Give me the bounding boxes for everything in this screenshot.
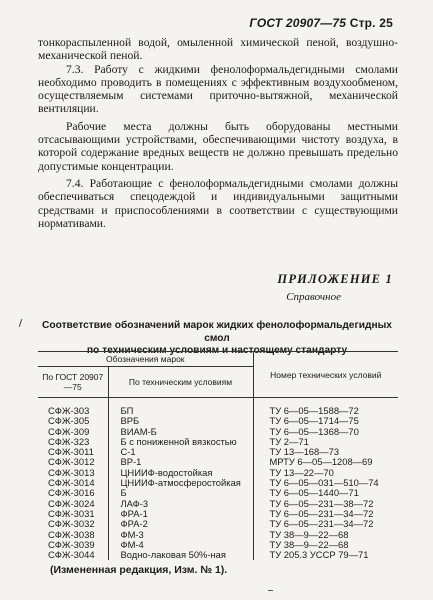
header-tu-number: Номер технических условий [253, 352, 398, 398]
paragraph-7-4: 7.4. Работающие с фенолоформальдегидными смолами должны обеспечиваться спецодеждой и индивидуальными защитными средствами и приспособлениями в соответствии с существующими нормативами. [38, 176, 398, 230]
header-gost: По ГОСТ 20907—75 [38, 367, 108, 398]
gost-grade: СФЖ-3031 [38, 509, 108, 519]
header-group: Обозначения марок [38, 352, 253, 367]
header-tu: По техническим условиям [108, 367, 253, 398]
gost-grade: СФЖ-3016 [38, 488, 108, 498]
paragraph-workplaces: Рабочие места должны быть оборудованы местными отсасывающими устройствами, обеспечивающими чистоту воздуха, в которой содержание вредных веществ не должно превышать предельно допустимые концентрации. [38, 119, 398, 173]
tu-number: ТУ 6—05—1714—75 [269, 415, 359, 427]
page-header [249, 16, 393, 30]
tu-number: ТУ 38—9—22—68 [269, 528, 349, 540]
tu-grade: ФМ-4 [108, 540, 253, 550]
table-row [38, 398, 398, 417]
gost-grade: СФЖ-3024 [38, 499, 108, 509]
standard-number: ГОСТ 20907—75 [249, 16, 347, 30]
tu-number: ТУ 6—05—231—38—72 [269, 497, 374, 509]
page-number: Стр. 25 [349, 16, 393, 30]
tu-number: ТУ 6—05—1440—71 [269, 487, 359, 499]
tu-grade: ЦНИИФ-водостойкая [108, 468, 253, 478]
tu-number: ТУ 13—168—73 [269, 446, 340, 458]
gost-grade: СФЖ-3038 [38, 530, 108, 540]
tu-grade: ФРА-1 [108, 509, 253, 519]
table-caption-line-1: Соответствие обозначений марок жидких фенолоформальдегидных смол [42, 320, 392, 344]
tu-grade: ВИАМ-Б [108, 427, 253, 437]
gost-grade: СФЖ-323 [38, 437, 108, 447]
gost-grade: СФЖ-309 [38, 427, 108, 437]
tu-grade: Б с пониженной вязкостью [108, 437, 253, 447]
tu-grade: Б [108, 488, 253, 498]
gost-grade: СФЖ-303 [38, 398, 108, 417]
tu-number: ТУ 6—05—1588—72 [269, 405, 359, 416]
tu-grade: ВРБ [108, 416, 253, 426]
gost-grade: СФЖ-3011 [38, 447, 108, 457]
tu-grade: ФРА-2 [108, 519, 253, 529]
tu-number: ТУ 6—05—231—34—72 [269, 507, 374, 519]
tu-grade: ВР-1 [108, 457, 253, 467]
tu-grade: ЦНИИФ-атмосферостойкая [108, 478, 253, 488]
table-caption-line-2: по техническим условиям и настоящему стандарту [86, 345, 348, 356]
gost-grade: СФЖ-305 [38, 416, 108, 426]
gost-grade: СФЖ-3014 [38, 478, 108, 488]
paragraph-continuation: тонкораспыленной водой, омыленной химической пеной, воздушно-механической пеной. [38, 36, 398, 63]
tu-number: ТУ 205.3 УССР 79—71 [269, 549, 369, 561]
gost-grade: СФЖ-3044 [38, 550, 108, 560]
tu-number: ТУ 6—05—031—510—74 [269, 477, 379, 489]
tu-grade: Водно-лаковая 50%-ная [108, 550, 253, 560]
paragraph-7-3: 7.3. Работу с жидкими фенолоформальдегидными смолами необходимо проводить в помещениях с эффективным воздухообменом, осуществляемым системами приточно-вытяжной, механической вентиляции. [38, 62, 398, 116]
tu-number: ТУ 6—05—1368—70 [269, 425, 359, 437]
tu-number: МРТУ 6—05—1208—69 [269, 456, 373, 468]
tu-grade: ФМ-3 [108, 530, 253, 540]
designations-table [38, 351, 398, 560]
scan-mark [19, 319, 22, 327]
tu-grade: С-1 [108, 447, 253, 457]
gost-grade: СФЖ-3039 [38, 540, 108, 550]
appendix-title: ПРИЛОЖЕНИЕ 1 [277, 272, 393, 286]
table-row [38, 550, 398, 560]
tu-number: ТУ 6—05—231—34—72 [269, 518, 374, 530]
tu-grade: ЛАФ-3 [108, 499, 253, 509]
gost-grade: СФЖ-3012 [38, 457, 108, 467]
table-body [38, 398, 398, 561]
body-text [38, 36, 398, 230]
tu-number: ТУ 2—71 [269, 435, 309, 447]
appendix-heading [277, 272, 393, 303]
gost-grade: СФЖ-3032 [38, 519, 108, 529]
tu-grade: БП [108, 398, 253, 417]
tu-number: ТУ 38—9—22—68 [269, 538, 349, 550]
amendment-note: (Измененная редакция, Изм. № 1). [50, 564, 228, 576]
gost-grade: СФЖ-3013 [38, 468, 108, 478]
appendix-subtitle: Справочное [286, 291, 341, 303]
tu-number: ТУ 13—22—70 [269, 466, 334, 478]
scan-mark [268, 590, 273, 591]
